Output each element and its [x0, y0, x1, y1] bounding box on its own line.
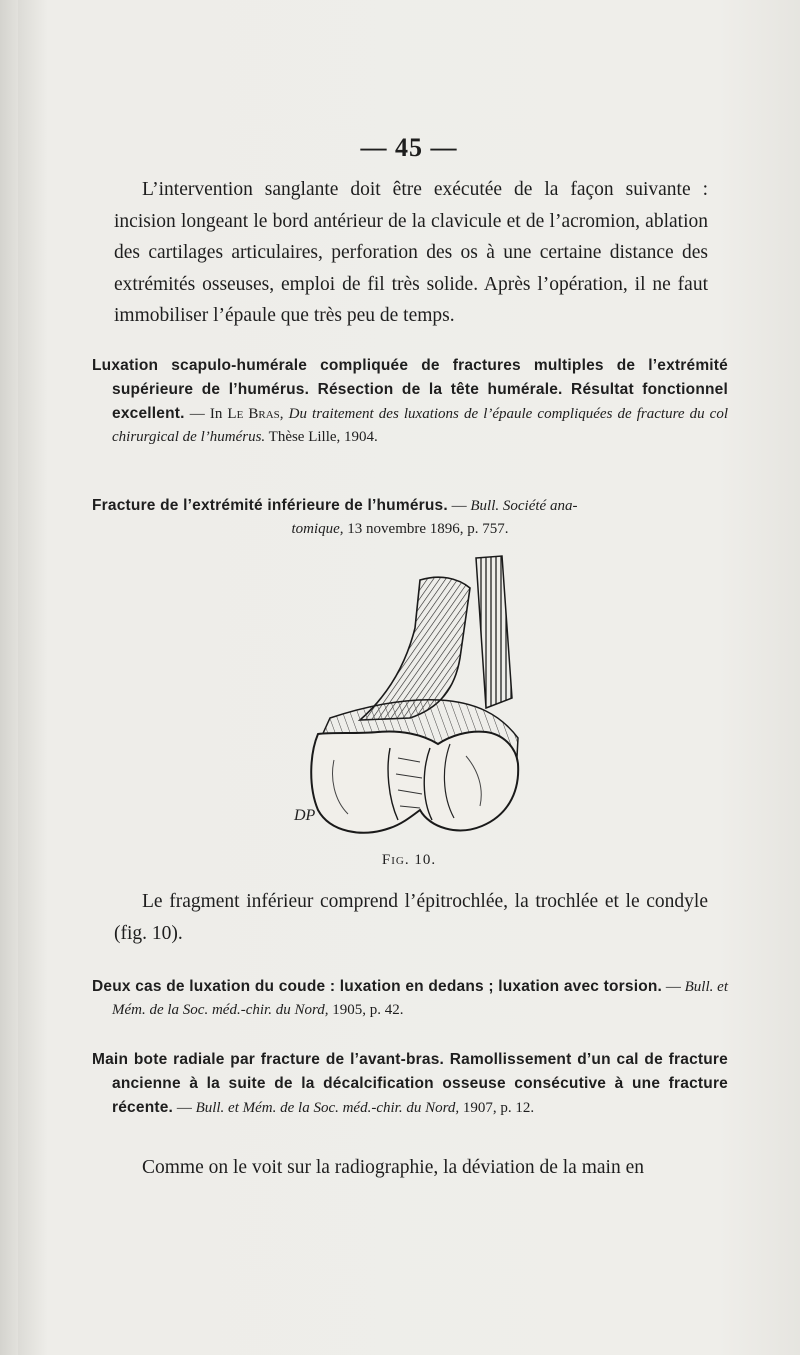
reference-tail: 1907, p. 12. [459, 1100, 535, 1116]
reference-tail: 1905, p. 42. [328, 1002, 404, 1018]
figure-humerus-fracture [290, 548, 530, 848]
reference-author: Le Bras, [227, 406, 284, 422]
reference-dash: — [662, 979, 685, 995]
reference-title: Deux cas de luxation du coude : luxation en dedans ; luxation avec torsion. [92, 978, 663, 995]
figure-caption-prefix: Fig. [381, 852, 410, 868]
bone-engraving-icon [290, 548, 530, 848]
reference-source: Bull. et Mém. de la Soc. méd.-chir. du Nord, [195, 1100, 460, 1116]
figure-caption-number: 10. [409, 852, 437, 868]
document-page [18, 0, 800, 1355]
figure-caption [18, 852, 800, 869]
reference-title: Luxation scapulo-humérale compliquée de fractures multiples de l’extrémité supérieure de l’humérus. Résection de la tête humérale. Résultat fonctionnel excellent. [92, 357, 728, 422]
reference-luxation-coude [92, 975, 728, 1022]
engraver-monogram: DP [294, 807, 316, 824]
reference-tail: Thèse Lille, 1904. [265, 429, 378, 445]
reference-tail: 13 novembre 1896, p. 757. [343, 521, 509, 537]
reference-dash: — [447, 498, 471, 514]
reference-luxation-scapulo [92, 354, 728, 449]
page-number: — 45 — [360, 133, 458, 162]
reference-source: Bull. Société ana- [470, 498, 578, 514]
reference-title: Main bote radiale par fracture de l’avant-bras. Ramollissement d’un cal de fracture ancienne à la suite de la décalcification osseuse consécutive à une fracture récente. [92, 1051, 728, 1116]
reference-dash: — In [184, 406, 228, 422]
reference-title: Fracture de l’extrémité inférieure de l’humérus. [92, 497, 448, 514]
paragraph-radiographie: Comme on le voit sur la radiographie, la déviation de la main en [142, 1157, 644, 1178]
reference-source-continued: tomique, [291, 521, 344, 537]
reference-source: Bull. et Mém. de la Soc. méd.-chir. du Nord, [112, 979, 728, 1018]
reference-dash: — [173, 1100, 196, 1116]
page-binding-edge [0, 0, 18, 1355]
reference-fracture-humerus [92, 494, 708, 541]
paragraph-fragment: Le fragment inférieur comprend l’épitrochlée, la trochlée et le condyle (fig. 10). [114, 891, 708, 944]
reference-main-bote [92, 1048, 728, 1120]
reference-source: Du traitement des luxations de l’épaule compliquées de fracture du col chirurgical de l’humérus. [112, 406, 728, 445]
paragraph-intervention: L’intervention sanglante doit être exécutée de la façon suivante : incision longeant le bord antérieur de la clavicule et de l’acromion, ablation des cartilages articulaires, perforation des os à une certaine distance des extrémités osseuses, emploi de fil très solide. Après l’opération, il ne faut immobiliser l’épaule que très peu de temps. [114, 179, 708, 326]
